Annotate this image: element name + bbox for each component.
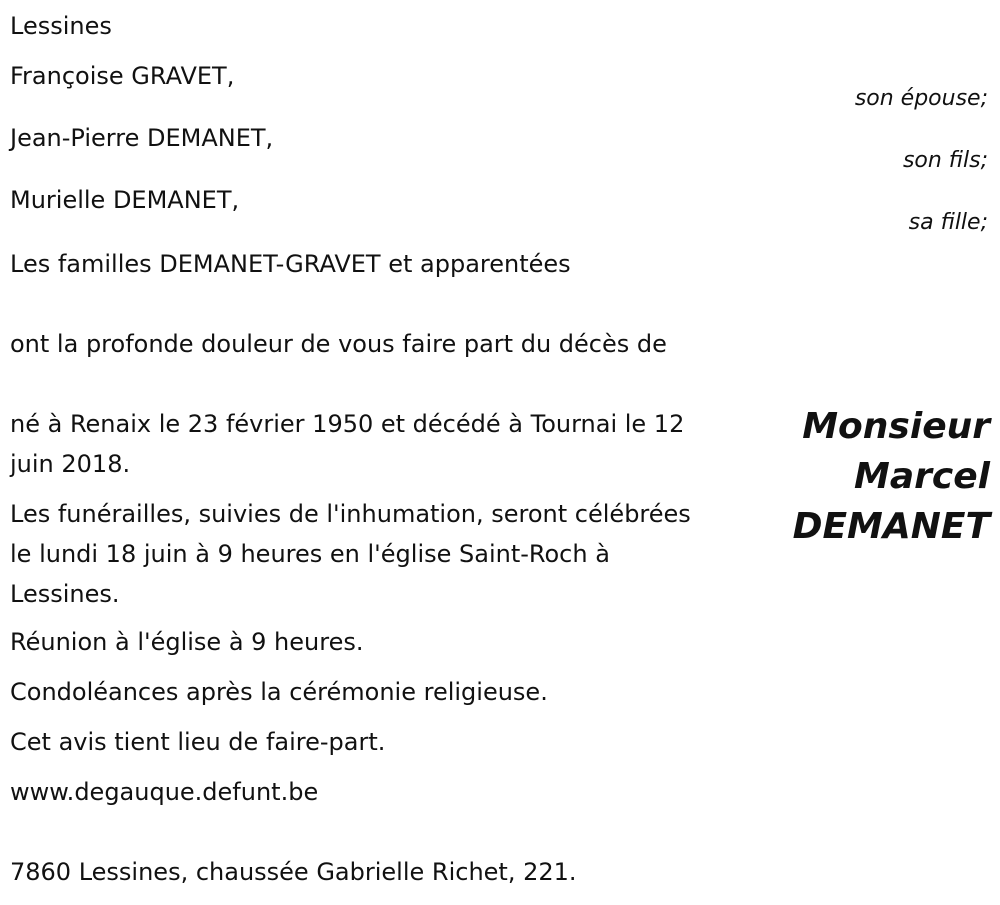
address-text: 7860 Lessines, chaussée Gabrielle Richet, 221. (10, 858, 577, 886)
family-member-name: Murielle DEMANET, (10, 186, 240, 214)
deceased-name (750, 402, 990, 552)
families-line: Les familles DEMANET-GRAVET et apparentées (10, 250, 571, 278)
funeral-text: Les funérailles, suivies de l'inhumation, seront célébrées le lundi 18 juin à 9 heures en l'église Saint-Roch à Lessines. (10, 500, 691, 608)
family-member-relation: sa fille; (908, 210, 988, 235)
announcement-text: ont la profonde douleur de vous faire part du décès de (10, 330, 667, 358)
deceased-first-name: Marcel (854, 456, 990, 497)
deceased-title: Monsieur (802, 406, 990, 447)
family-member-relation: son épouse; (854, 86, 988, 111)
deceased-last-name: DEMANET (792, 506, 990, 547)
town-heading: Lessines (10, 12, 112, 40)
condolences-text: Condoléances après la cérémonie religieuse. (10, 678, 548, 706)
family-member-name: Françoise GRAVET, (10, 62, 235, 90)
meeting-text: Réunion à l'église à 9 heures. (10, 628, 364, 656)
birth-death-text: né à Renaix le 23 février 1950 et décédé à Tournai le 12 juin 2018. (10, 410, 685, 478)
website-text: www.degauque.defunt.be (10, 778, 319, 806)
notice-note: Cet avis tient lieu de faire-part. (10, 728, 386, 756)
family-member-name: Jean-Pierre DEMANET, (10, 124, 274, 152)
family-member-relation: son fils; (902, 148, 988, 173)
